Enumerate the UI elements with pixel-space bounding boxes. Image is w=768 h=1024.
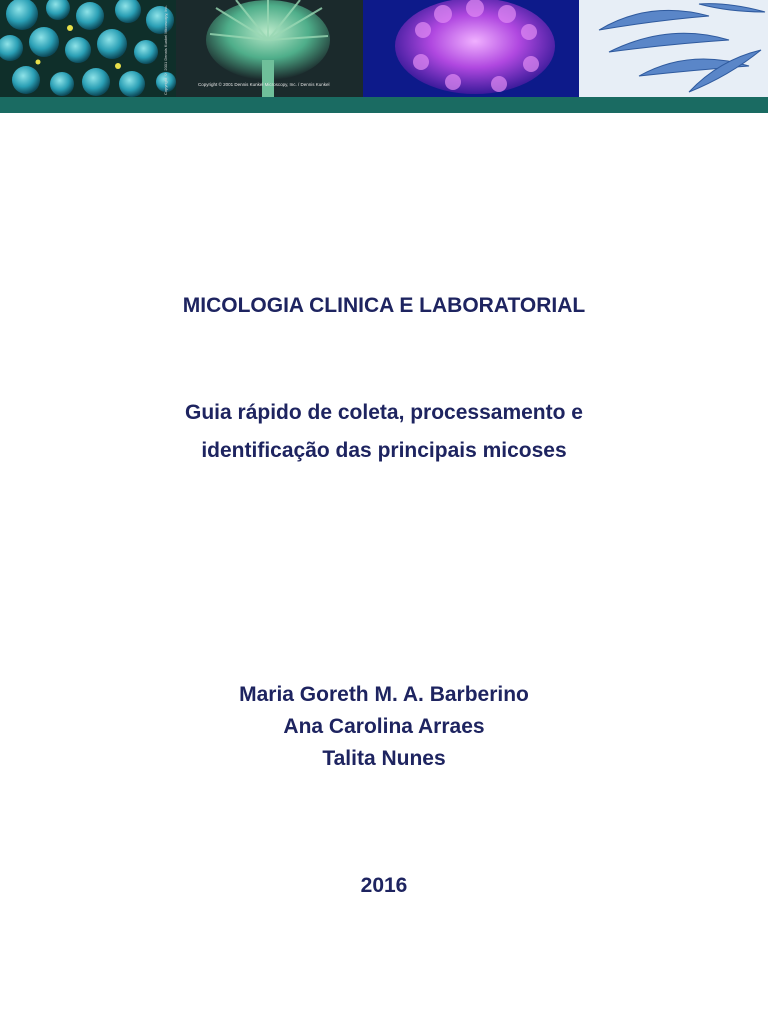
- aspergillus-microscopy-image: [176, 0, 363, 97]
- microscopy-image-strip: [0, 0, 768, 97]
- banner-accent-bar: [0, 97, 768, 113]
- conidiophore-microscopy-image: [363, 0, 579, 97]
- photo-credit: Copyright © 2001 Dennis Kunkel Microscopy, Inc. / Dennis Kunkel: [198, 82, 330, 87]
- author-name: Talita Nunes: [322, 747, 446, 770]
- publication-year: 2016: [360, 874, 408, 897]
- author-name: Maria Goreth M. A. Barberino: [239, 683, 529, 706]
- subtitle-line: identificação das principais micoses: [201, 439, 567, 462]
- spore-microscopy-image: [0, 0, 176, 97]
- author-name: Ana Carolina Arraes: [283, 715, 485, 738]
- macroconidia-microscopy-image: [579, 0, 768, 97]
- subtitle-line: Guia rápido de coleta, processamento e: [185, 401, 583, 424]
- document-subtitle: [0, 394, 768, 470]
- cover-banner: [0, 0, 768, 113]
- author-list: [0, 679, 768, 775]
- side-photo-credit: Copyright © 2001 Dennis Kunkel Microscopy, Inc.: [163, 5, 168, 95]
- document-title: MICOLOGIA CLINICA E LABORATORIAL: [182, 294, 586, 317]
